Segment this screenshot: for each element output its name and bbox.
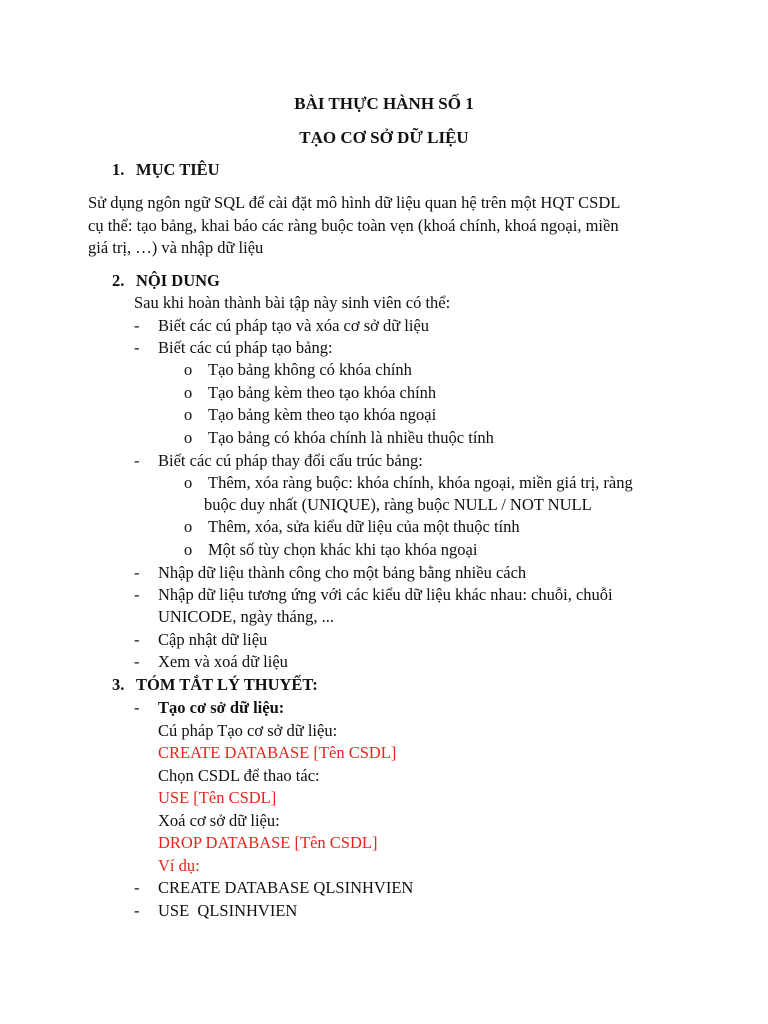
section-3-heading: TÓM TẮT LÝ THUYẾT: xyxy=(136,675,318,694)
list-item: Xem và xoá dữ liệu xyxy=(158,652,288,671)
list-item: Biết các cú pháp tạo và xóa cơ sở dữ liệu xyxy=(158,316,430,335)
section-2-heading: NỘI DUNG xyxy=(136,271,220,290)
syntax-code: DROP DATABASE [Tên CSDL] xyxy=(158,833,378,852)
syntax-label: Chọn CSDL để thao tác: xyxy=(158,766,320,785)
dash-bullet: - xyxy=(134,698,140,717)
example-label: Ví dụ: xyxy=(158,856,200,875)
sub-list-item-continuation: buộc duy nhất (UNIQUE), ràng buộc NULL / NOT NULL xyxy=(204,495,592,514)
circle-bullet: o xyxy=(184,517,193,536)
dash-bullet: - xyxy=(134,316,140,335)
circle-bullet: o xyxy=(184,383,193,402)
dash-bullet: - xyxy=(134,585,140,604)
title-line-1: BÀI THỰC HÀNH SỐ 1 xyxy=(294,94,474,113)
circle-bullet: o xyxy=(184,360,193,379)
syntax-label: Xoá cơ sở dữ liệu: xyxy=(158,811,280,830)
circle-bullet: o xyxy=(184,428,193,447)
example-code: CREATE DATABASE QLSINHVIEN xyxy=(158,878,414,897)
section-3-number: 3. xyxy=(112,675,125,694)
sub-list-item: Thêm, xóa ràng buộc: khóa chính, khóa ngoại, miền giá trị, ràng xyxy=(208,473,633,492)
sub-list-item: Một số tùy chọn khác khi tạo khóa ngoại xyxy=(208,540,478,559)
section-2-intro: Sau khi hoàn thành bài tập này sinh viên có thể: xyxy=(134,293,451,312)
list-item: Nhập dữ liệu tương ứng với các kiểu dữ liệu khác nhau: chuỗi, chuỗi xyxy=(158,585,613,604)
circle-bullet: o xyxy=(184,473,193,492)
dash-bullet: - xyxy=(134,630,140,649)
sub-list-item: Thêm, xóa, sửa kiểu dữ liệu của một thuộc tính xyxy=(208,517,520,536)
circle-bullet: o xyxy=(184,540,193,559)
example-code: USE QLSINHVIEN xyxy=(158,901,298,920)
list-item: Nhập dữ liệu thành công cho một bảng bằng nhiều cách xyxy=(158,563,527,582)
section-2-number: 2. xyxy=(112,271,125,290)
dash-bullet: - xyxy=(134,338,140,357)
list-item: Biết các cú pháp thay đổi cấu trúc bảng: xyxy=(158,451,423,470)
section-1-para-line: Sử dụng ngôn ngữ SQL để cài đặt mô hình dữ liệu quan hệ trên một HQT CSDL xyxy=(88,193,621,212)
sub-list-item: Tạo bảng kèm theo tạo khóa ngoại xyxy=(208,405,437,424)
subsection-heading: Tạo cơ sở dữ liệu: xyxy=(158,698,285,717)
syntax-code: CREATE DATABASE [Tên CSDL] xyxy=(158,743,397,762)
list-item: Cập nhật dữ liệu xyxy=(158,630,268,649)
section-1-heading: MỤC TIÊU xyxy=(136,160,220,179)
section-1-para-line: cụ thể: tạo bảng, khai báo các ràng buộc toàn vẹn (khoá chính, khoá ngoại, miền xyxy=(88,216,619,235)
list-item: Biết các cú pháp tạo bảng: xyxy=(158,338,333,357)
syntax-code: USE [Tên CSDL] xyxy=(158,788,277,807)
dash-bullet: - xyxy=(134,563,140,582)
syntax-label: Cú pháp Tạo cơ sở dữ liệu: xyxy=(158,721,338,740)
dash-bullet: - xyxy=(134,901,140,920)
list-item-continuation: UNICODE, ngày tháng, ... xyxy=(158,607,334,626)
circle-bullet: o xyxy=(184,405,193,424)
dash-bullet: - xyxy=(134,652,140,671)
section-1-para-line: giá trị, …) và nhập dữ liệu xyxy=(88,238,264,257)
sub-list-item: Tạo bảng không có khóa chính xyxy=(208,360,412,379)
sub-list-item: Tạo bảng có khóa chính là nhiều thuộc tính xyxy=(208,428,494,447)
dash-bullet: - xyxy=(134,878,140,897)
dash-bullet: - xyxy=(134,451,140,470)
sub-list-item: Tạo bảng kèm theo tạo khóa chính xyxy=(208,383,437,402)
section-1-number: 1. xyxy=(112,160,125,179)
title-line-2: TẠO CƠ SỞ DỮ LIỆU xyxy=(299,128,469,147)
